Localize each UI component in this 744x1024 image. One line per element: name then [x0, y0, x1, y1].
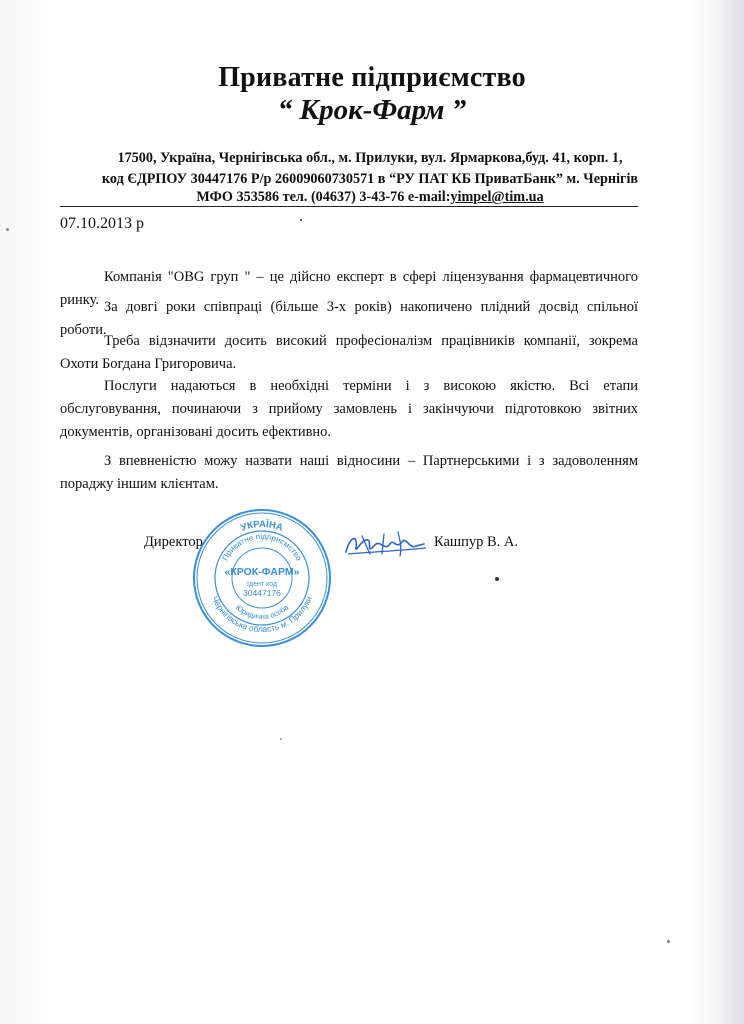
- svg-text:Юридична особа: [234, 602, 291, 621]
- stamp-company-name: «КРОК-ФАРМ»: [224, 566, 300, 578]
- company-address: 17500, Україна, Чернігівська обл., м. Прилуки, вул. Ярмаркова,буд. 41, корп. 1,: [117, 150, 623, 166]
- paragraph-3: [60, 330, 638, 376]
- paragraph-text: З впевненістю можу назвати наші відносини – Партнерськими і з задоволенням пораджу іншим клієнтам.: [60, 453, 638, 492]
- stamp-ident-code: 30447176: [243, 588, 281, 598]
- ink-speck: [495, 577, 499, 581]
- company-name-heading: “ Крок-Фарм ”: [277, 94, 467, 126]
- handwritten-signature: [340, 524, 430, 564]
- page-edge-shadow: [716, 0, 744, 1024]
- company-stamp: [191, 507, 333, 649]
- email-link[interactable]: yimpel@tim.ua: [450, 189, 544, 205]
- stamp-ident-label: Ідент код: [247, 581, 277, 588]
- paragraph-text: Компанія "OBG груп " – це дійсно експерт в сфері ліцензування фармацевтичного ринку.: [60, 269, 638, 308]
- paragraph-5: [60, 450, 638, 496]
- ink-speck: [667, 940, 670, 943]
- paragraph-text: За довгі роки співпраці (більше 3-х років) накопичено плідний досвід спільної роботи.: [60, 299, 638, 338]
- paragraph-4: [60, 375, 638, 444]
- contacts-prefix: МФО 353586 тел. (04637) 3-43-76 e-mail:: [196, 189, 451, 205]
- ink-speck: [300, 219, 302, 221]
- stamp-org-type: Приватне підприємство: [220, 531, 304, 563]
- svg-text:Приватне підприємство: [221, 532, 304, 563]
- signer-name: Кашпур В. А.: [434, 534, 518, 550]
- company-contacts: [60, 189, 680, 206]
- stamp-legal-entity: Юридична особа: [233, 602, 291, 622]
- paragraph-text: Треба відзначити досить високий професіоналізм працівників компанії, зокрема Охоти Богдана Григоровича.: [60, 333, 638, 372]
- director-label: Директор: [144, 534, 203, 550]
- stamp-country: УКРАЇНА: [239, 518, 285, 534]
- stamp-region: Чернігівська область м. Прилуки: [209, 594, 315, 635]
- letter-date: 07.10.2013 р: [60, 215, 144, 232]
- ink-speck: [6, 228, 9, 231]
- company-bank-details: код ЄДРПОУ 30447176 Р/р 26009060730571 в “РУ ПАТ КБ ПриватБанк” м. Чернігів: [101, 171, 639, 187]
- paragraph-text: Послуги надаються в необхідні терміни і з високою якістю. Всі етапи обслуговування, починаючи з прийому замовлень і закінчуючи підготовкою звітних документів, організовані досить ефективно.: [60, 378, 638, 440]
- letterhead-divider: [60, 206, 638, 207]
- company-type-heading: Приватне підприємство: [218, 62, 526, 93]
- ink-speck: [280, 738, 282, 740]
